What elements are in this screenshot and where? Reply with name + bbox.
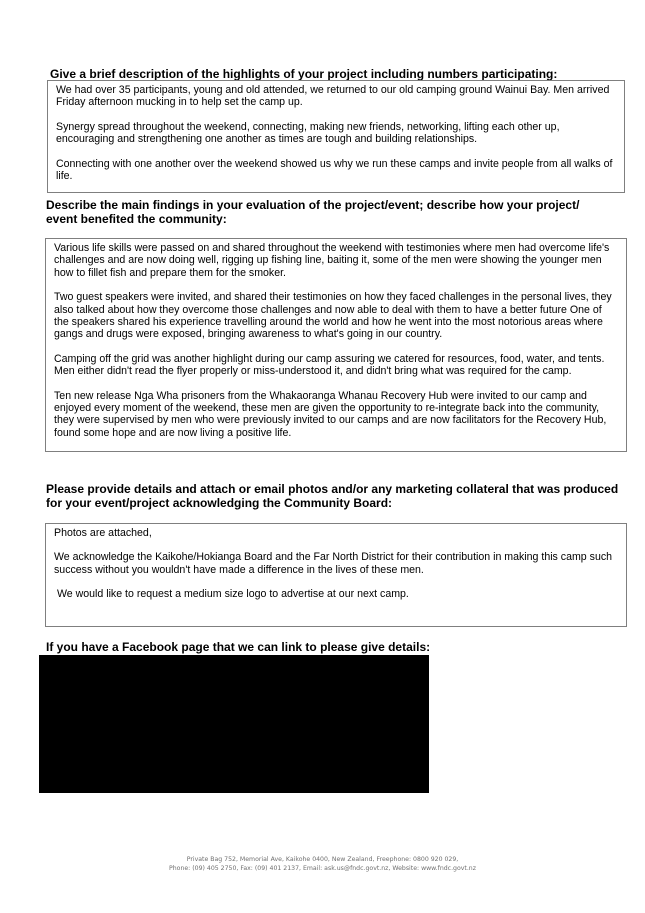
footer: [0, 855, 645, 873]
facebook-heading: If you have a Facebook page that we can link to please give details:: [46, 640, 431, 654]
findings-paragraph: Camping off the grid was another highlight during our camp assuring we catered for resources, food, water, and tents. Men either didn't read the flyer properly or miss-understood it, and didn't bring what was required for the camp.: [54, 352, 605, 378]
marketing-paragraph: We acknowledge the Kaikohe/Hokianga Board and the Far North District for their contribution in making this camp such success without you wouldn't have made a difference in the lives of these men.: [54, 551, 613, 576]
highlights-paragraph: Synergy spread throughout the weekend, connecting, making new friends, networking, lifting each other up, encouraging and strengthening one another as times are tough and building relationships.: [56, 120, 560, 146]
findings-paragraph: Various life skills were passed on and shared throughout the weekend with testimonies where men had overcome life's challenges and are now doing well, rigging up fishing line, baiting it, some of the men were showing the younger men how to fillet fish and prepare them for the smoker.: [54, 242, 610, 279]
marketing-paragraph: We would like to request a medium size logo to advertise at our next camp.: [54, 588, 409, 601]
marketing-paragraph: Photos are attached,: [54, 527, 152, 539]
marketing-answer-box: [45, 523, 627, 627]
marketing-heading-line1: Please provide details and attach or email photos and/or any marketing collateral that was produced: [46, 482, 619, 496]
findings-heading: [46, 198, 579, 226]
findings-paragraph: Two guest speakers were invited, and shared their testimonies on how they faced challenges in the personal lives, they also talked about how they overcome those challenges and now able to deal with them to have a better future One of the speakers shared his experience travelling around the world and how he went into the most notorious areas where gangs and drugs were exposed, bringing awareness to what's going in our country.: [54, 291, 612, 341]
highlights-paragraph: Connecting with one another over the weekend showed us why we run these camps and invite people from all walks of life.: [56, 157, 613, 183]
highlights-answer-box: [47, 80, 625, 193]
marketing-heading-line2: for your event/project acknowledging the Community Board:: [46, 496, 393, 510]
findings-heading-line1: Describe the main findings in your evaluation of the project/event; describe how your project/: [46, 198, 580, 212]
footer-address-line: Private Bag 752, Memorial Ave, Kaikohe 0400, New Zealand, Freephone: 0800 920 029,: [186, 856, 459, 863]
highlights-paragraph: We had over 35 participants, young and old attended, we returned to our old camping ground Wainui Bay. Men arrived Friday afternoon mucking in to help set the camp up.: [56, 84, 610, 109]
findings-paragraph: Ten new release Nga Wha prisoners from the Whakaoranga Whanau Recovery Hub were invited to our camp and enjoyed every moment of the weekend, these men are given the opportunity to re-integrate back into the community, they were supervised by men who were previously invited to our camps and are now facilitators for the Recovery Hub, found some hope and are now living a positive life.: [54, 389, 607, 439]
findings-answer-box: [45, 238, 627, 452]
footer-contact-line: Phone: (09) 405 2750, Fax: (09) 401 2137, Email: ask.us@fndc.govt.nz, Website: www.fndc.govt.nz: [169, 865, 476, 872]
redacted-block: [39, 655, 429, 793]
highlights-heading: Give a brief description of the highlights of your project including numbers participating:: [50, 67, 558, 81]
findings-heading-line2: event benefited the community:: [46, 212, 227, 226]
marketing-heading: [46, 482, 618, 510]
